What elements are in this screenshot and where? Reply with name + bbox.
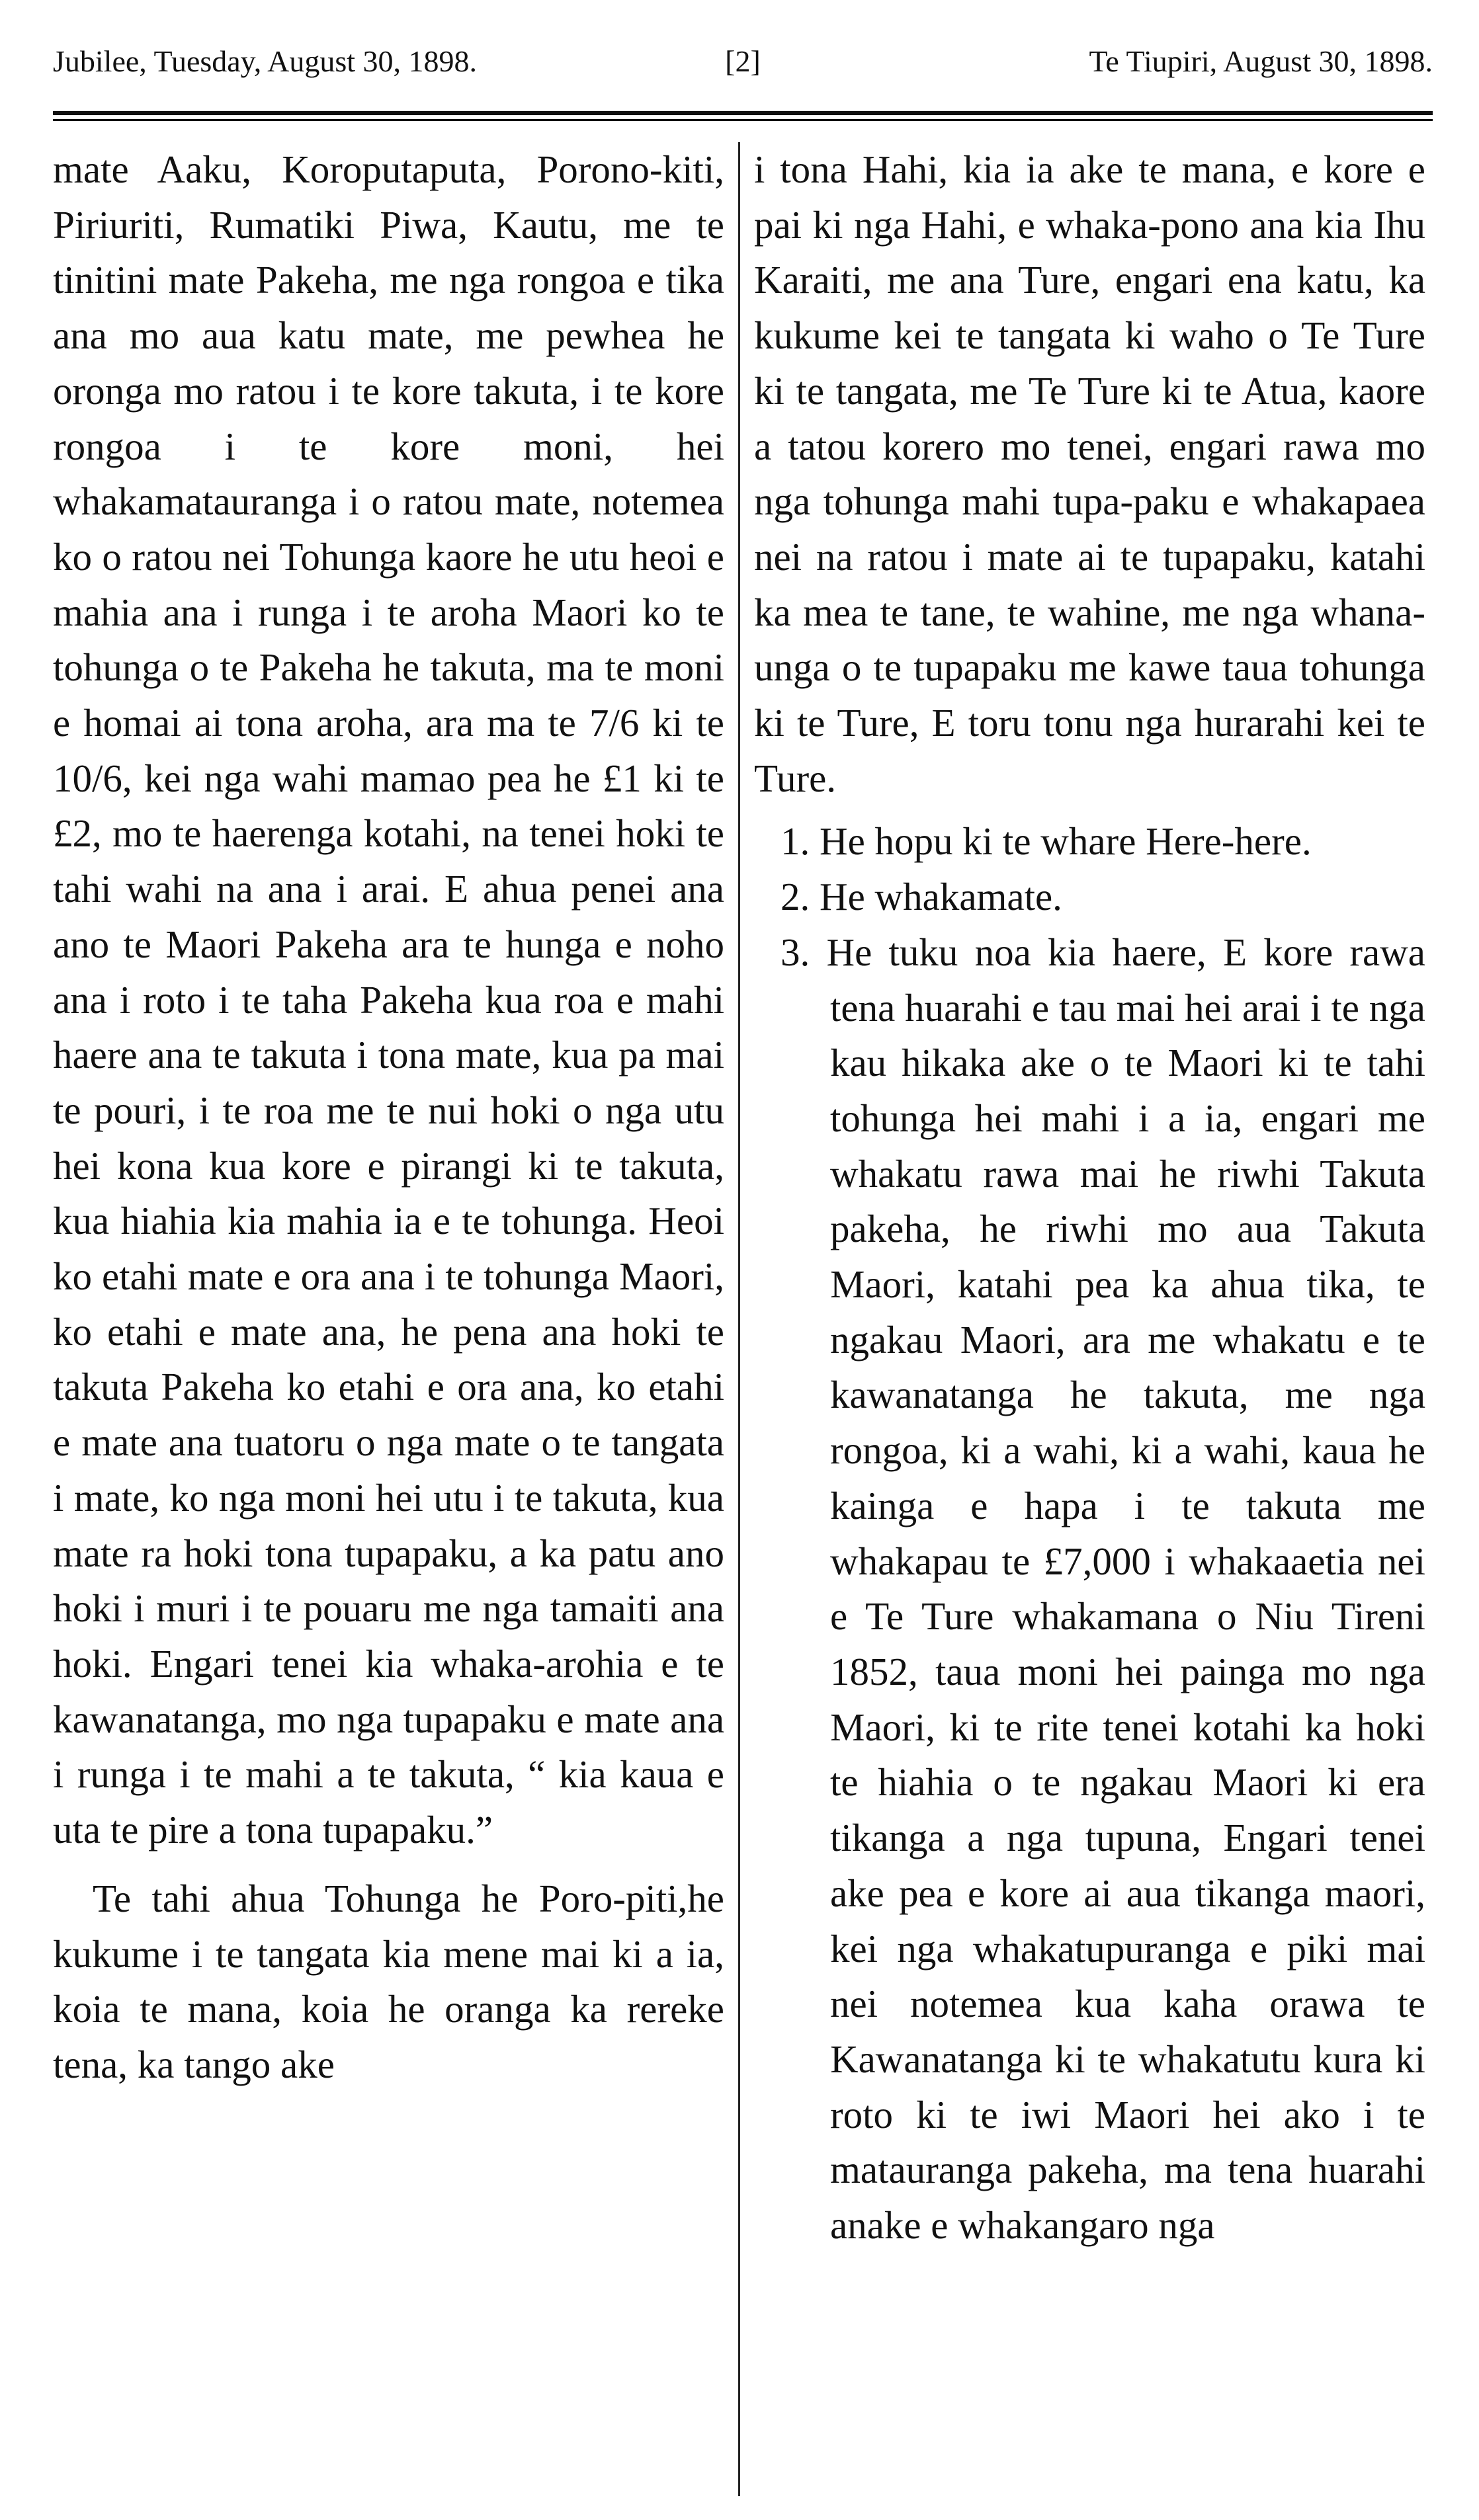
right-paragraph-1: i tona Hahi, kia ia ake te mana, e kore e pai ki nga Hahi, e whaka-pono ana kia Ihu Karaiti, me ana Ture, engari ena katu, ka kukume kei te tangata ki waho o Te Ture ki te tangata, me Te Ture ki te Atua, kaore a tatou korero mo tenei, engari rawa mo nga tohunga mahi tupa-paku e whakapaea nei na ratou i mate ai te tupapaku, katahi ka mea te tane, te wahine, me nga whana-unga o te tupapaku me kawe taua tohunga ki te Ture, E toru tonu nga hurarahi kei te Ture. [754, 147, 1425, 800]
right-column [754, 142, 1425, 2254]
list-item-number: 1. [781, 819, 810, 864]
left-paragraph-2: Te tahi ahua Tohunga he Poro-piti,he kukume i te tangata kia mene mai ki a ia, koia te mana, koia he oranga ka rereke tena, ka tango ake [53, 1876, 724, 2086]
list-item [754, 870, 1425, 925]
numbered-list [754, 814, 1425, 2253]
list-item [754, 925, 1425, 2254]
left-paragraph-1: mate Aaku, Koroputaputa, Porono-kiti, Piriuriti, Rumatiki Piwa, Kautu, me te tinitini mate Pakeha, me nga rongoa e tika ana mo aua katu mate, me pewhea he oronga mo ratou i te kore takuta, i te kore rongoa i te kore moni, hei whakamatauranga i o ratou mate, notemea ko o ratou nei Tohunga kaore he utu heoi e mahia ana i runga i te aroha Maori ko te tohunga o te Pakeha he takuta, ma te moni e homai ai tona aroha, ara ma te 7/6 ki te 10/6, kei nga wahi mamao pea he £1 ki te £2, mo te haerenga kotahi, na tenei hoki te tahi wahi na ana i arai. E ahua penei ana ano te Maori Pakeha ara te hunga e noho ana i roto i te taha Pakeha kua roa e mahi haere ana te takuta i tona mate, kua pa mai te pouri, i te roa me te nui hoki o nga utu hei kona kua kore e pirangi ki te takuta, kua hiahia kia mahia ia e te tohunga. Heoi ko etahi mate e ora ana i te tohunga Maori, ko etahi e mate ana, he pena ana hoki te takuta Pakeha ko etahi e ora ana, ko etahi e mate ana tuatoru o nga mate o te tangata i mate, ko nga moni hei utu i te takuta, kua mate ra hoki tona tupapaku, a ka patu ano hoki i muri i te pouaru me nga tamaiti ana hoki. Engari tenei kia whaka-arohia e te kawanatanga, mo nga tupapaku e mate ana i runga i te mahi a te takuta, “ kia kaua e uta te pire a tona tupapaku.” [53, 147, 724, 1852]
page-number: [2] [725, 44, 761, 78]
header-right-dateline: Te Tiupiri, August 30, 1898. [1089, 44, 1433, 78]
list-item-text: He tuku noa kia haere, E kore rawa tena huarahi e tau mai hei arai i te nga kau hikaka ake o te Maori ki te tahi tohunga hei mahi i a ia, engari me whakatu rawa mai he riwhi Takuta pakeha, he riwhi mo aua Takuta Maori, katahi pea ka ahua tika, te ngakau Maori, ara me whakatu e te kawanatanga he takuta, me nga rongoa, ki a wahi, ki a wahi, kaua he kainga e hapa i te takuta me whakapau te £7,000 i whakaaetia nei e Te Ture whakamana o Niu Tireni 1852, taua moni hei painga mo nga Maori, ki te rite tenei kotahi ka hoki te hiahia o te ngakau Maori ki era tikanga a nga tupuna, Engari tenei ake pea e kore ai aua tikanga maori, kei nga whakatupuranga e piki mai nei notemea kua kaha orawa te Kawanatanga ki te whakatutu kura ki roto ki te iwi Maori hei ako i te matauranga pakeha, ma tena huarahi anake e whakangaro nga [826, 930, 1425, 2248]
list-item-text: He hopu ki te whare Here-here. [820, 819, 1312, 864]
list-item-number: 2. [781, 875, 810, 919]
list-item-number: 3. [781, 930, 810, 974]
list-item [754, 814, 1425, 870]
header-left-dateline: Jubilee, Tuesday, August 30, 1898. [53, 44, 478, 78]
column-divider [738, 142, 740, 2496]
header-rule-thin [53, 119, 1433, 121]
left-column [53, 142, 724, 2093]
header-rule-thick [53, 111, 1433, 115]
page-header [53, 44, 1433, 97]
list-item-text: He whakamate. [820, 875, 1062, 919]
